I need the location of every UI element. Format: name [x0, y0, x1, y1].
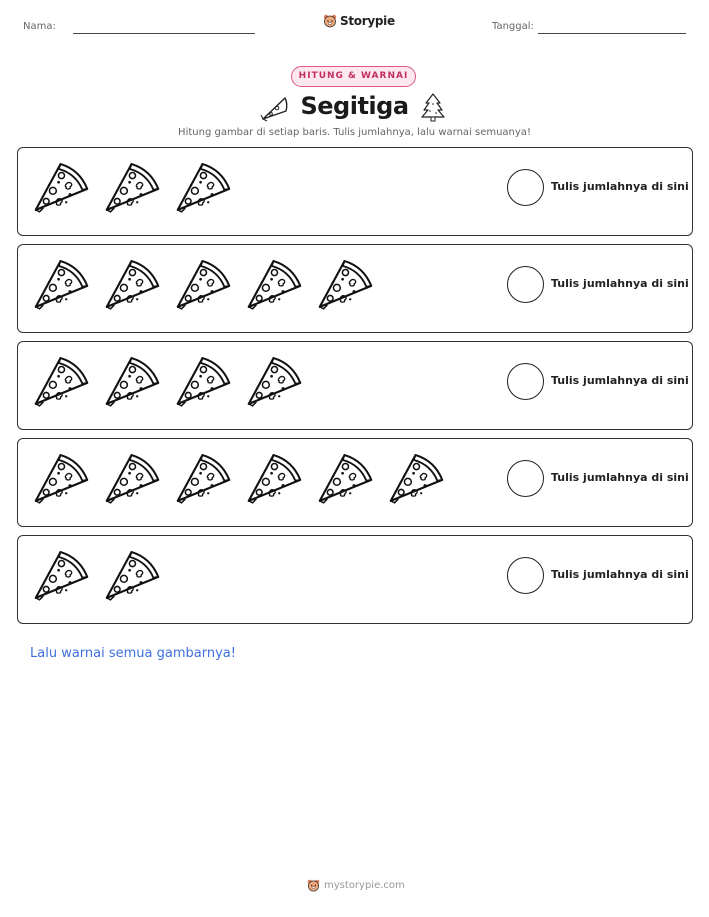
pizza-slice-icon[interactable] — [243, 350, 304, 412]
pizza-slice-icon[interactable] — [172, 156, 233, 218]
counting-row — [17, 438, 693, 527]
coloring-instruction: Lalu warnai semua gambarnya! — [30, 646, 236, 661]
pizza-group — [30, 544, 162, 606]
footer-site: mystorypie.com — [324, 880, 405, 891]
answer-circle[interactable] — [507, 266, 544, 303]
brand-logo — [323, 14, 395, 28]
counting-row — [17, 535, 693, 624]
answer-hint: Tulis jumlahnya di sini — [551, 568, 689, 581]
storypie-bear-icon — [323, 14, 337, 28]
date-line[interactable] — [538, 33, 686, 34]
answer-circle[interactable] — [507, 460, 544, 497]
page-title: Segitiga — [300, 92, 409, 120]
answer-circle[interactable] — [507, 169, 544, 206]
answer-hint: Tulis jumlahnya di sini — [551, 180, 689, 193]
answer-hint: Tulis jumlahnya di sini — [551, 277, 689, 290]
brand-name: Storypie — [340, 14, 395, 28]
counting-rows — [17, 147, 693, 632]
pizza-slice-icon[interactable] — [30, 350, 91, 412]
pizza-slice-icon[interactable] — [314, 447, 375, 509]
pizza-group — [30, 156, 233, 218]
counting-row — [17, 341, 693, 430]
footer — [307, 879, 405, 892]
pizza-slice-icon[interactable] — [172, 253, 233, 315]
pizza-slice-icon[interactable] — [243, 447, 304, 509]
pizza-slice-icon[interactable] — [30, 253, 91, 315]
pine-tree-icon — [420, 92, 446, 122]
storypie-bear-icon — [307, 879, 320, 892]
pizza-slice-icon[interactable] — [30, 156, 91, 218]
instructions: Hitung gambar di setiap baris. Tulis jumlahnya, lalu warnai semuanya! — [178, 127, 531, 138]
pizza-group — [30, 447, 446, 509]
pizza-slice-icon[interactable] — [314, 253, 375, 315]
worksheet-header — [0, 0, 709, 50]
answer-hint: Tulis jumlahnya di sini — [551, 471, 689, 484]
pizza-slice-icon[interactable] — [385, 447, 446, 509]
counting-row — [17, 244, 693, 333]
pizza-slice-icon[interactable] — [101, 447, 162, 509]
name-label: Nama: — [23, 21, 56, 32]
answer-hint: Tulis jumlahnya di sini — [551, 374, 689, 387]
pizza-slice-icon[interactable] — [101, 156, 162, 218]
name-line[interactable] — [73, 33, 255, 34]
pizza-slice-icon[interactable] — [101, 544, 162, 606]
pizza-slice-icon[interactable] — [30, 447, 91, 509]
pizza-slice-icon[interactable] — [101, 350, 162, 412]
answer-circle[interactable] — [507, 557, 544, 594]
date-label: Tanggal: — [492, 21, 534, 32]
pizza-slice-icon[interactable] — [172, 350, 233, 412]
pizza-slice-icon[interactable] — [30, 544, 91, 606]
title-row — [0, 92, 709, 126]
pizza-group — [30, 350, 304, 412]
pizza-slice-icon[interactable] — [172, 447, 233, 509]
activity-badge: HITUNG & WARNAI — [291, 66, 416, 87]
counting-row — [17, 147, 693, 236]
answer-circle[interactable] — [507, 363, 544, 400]
pizza-group — [30, 253, 375, 315]
pizza-slice-icon[interactable] — [101, 253, 162, 315]
pizza-slice-icon[interactable] — [243, 253, 304, 315]
